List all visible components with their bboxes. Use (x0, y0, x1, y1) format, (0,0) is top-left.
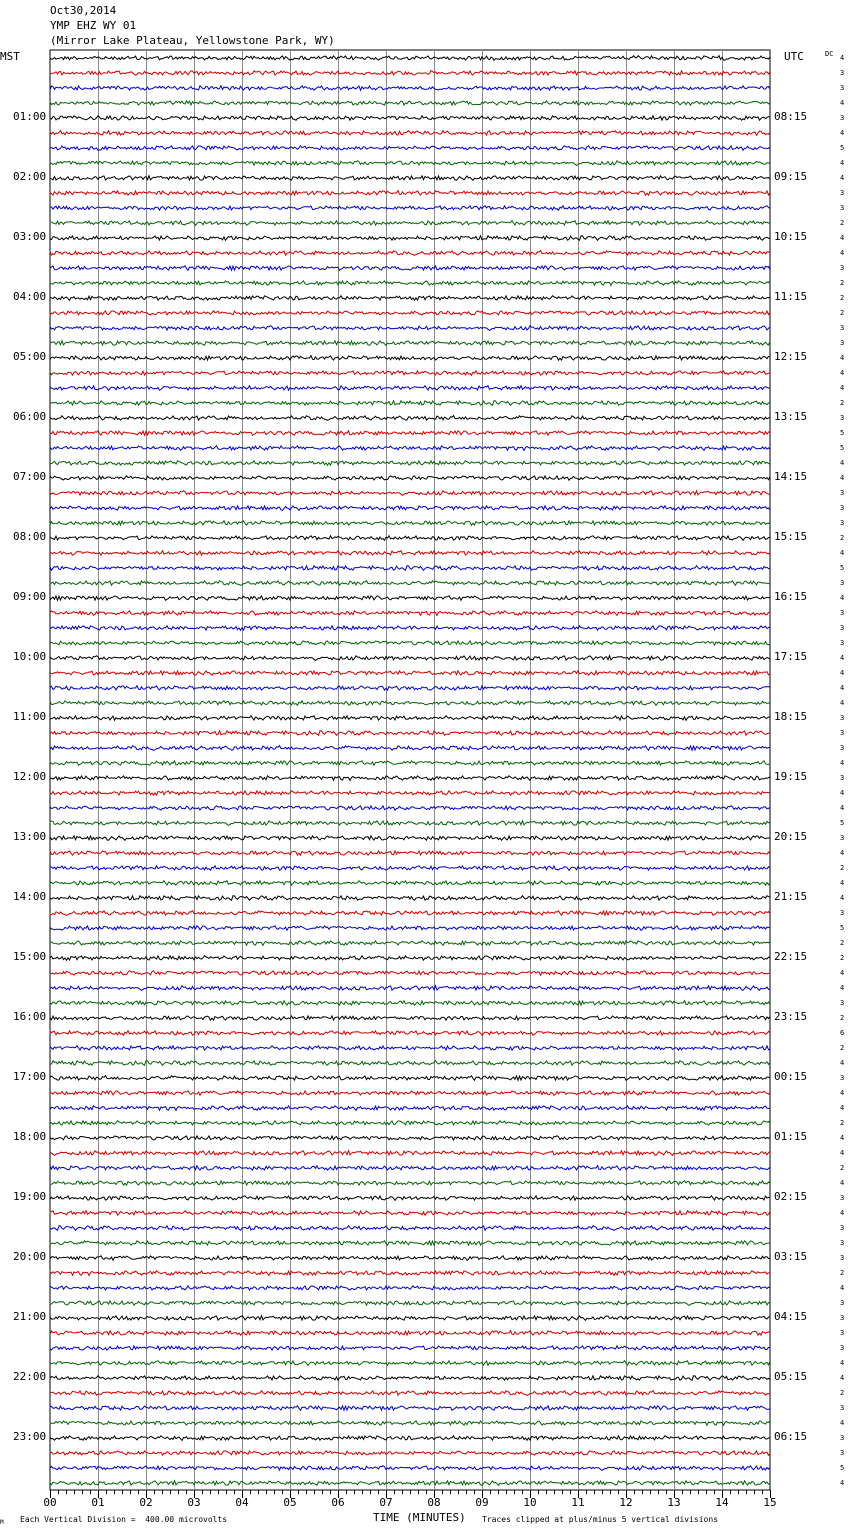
trace-row (50, 551, 770, 556)
dc-value: 4 (840, 1089, 845, 1097)
trace-row (50, 1016, 770, 1020)
dc-value: 3 (840, 579, 845, 587)
x-tick-label: 11 (571, 1496, 585, 1509)
scale-note: Each Vertical Division = 400.00 microvolts (20, 1515, 228, 1524)
dc-value: 3 (840, 1449, 845, 1457)
trace-row (50, 311, 770, 315)
trace-row (50, 716, 770, 721)
dc-value: 2 (840, 399, 845, 407)
dc-value: 3 (840, 834, 845, 842)
trace-row (50, 566, 770, 571)
right-hour-label: 01:15 (774, 1130, 808, 1143)
dc-value: 4 (840, 594, 845, 602)
trace-row (50, 1316, 770, 1321)
trace-row (50, 1421, 770, 1426)
trace-row (50, 401, 770, 406)
x-tick-label: 05 (283, 1496, 297, 1509)
dc-value: 4 (840, 894, 845, 902)
left-hour-label: 10:00 (13, 650, 47, 663)
trace-row (50, 1346, 770, 1350)
dc-value: 3 (840, 774, 845, 782)
left-hour-label: 12:00 (13, 770, 47, 783)
trace-row (50, 1271, 770, 1276)
dc-value: 3 (840, 909, 845, 917)
dc-value: 4 (840, 684, 845, 692)
dc-value: 4 (840, 54, 845, 62)
dc-value: 4 (840, 174, 845, 182)
dc-value: 4 (840, 699, 845, 707)
dc-value: 3 (840, 324, 845, 332)
dc-value: 4 (840, 1149, 845, 1157)
trace-row (50, 596, 770, 601)
dc-value: 5 (840, 819, 845, 827)
trace-row (50, 86, 770, 91)
dc-value: 2 (840, 1119, 845, 1127)
trace-row (50, 896, 770, 901)
x-tick-label: 08 (427, 1496, 441, 1509)
left-hour-label: 22:00 (13, 1370, 47, 1383)
trace-row (50, 206, 770, 210)
dc-value: 4 (840, 234, 845, 242)
trace-row (50, 806, 770, 811)
dc-value: 3 (840, 609, 845, 617)
trace-row (50, 866, 770, 871)
dc-value: 4 (840, 354, 845, 362)
dc-value: 3 (840, 639, 845, 647)
x-tick-label: 07 (379, 1496, 393, 1509)
dc-value: 5 (840, 924, 845, 932)
left-hour-label: 02:00 (13, 170, 47, 183)
dc-value: 4 (840, 1479, 845, 1487)
x-tick-label: 09 (475, 1496, 489, 1509)
trace-row (50, 1241, 770, 1246)
left-hour-label: 13:00 (13, 830, 47, 843)
x-tick-label: 13 (667, 1496, 681, 1509)
dc-value: 4 (840, 1209, 845, 1217)
trace-row (50, 1481, 770, 1486)
right-hour-label: 17:15 (774, 650, 808, 663)
trace-row (50, 821, 770, 826)
dc-value: 3 (840, 1254, 845, 1262)
dc-value: 5 (840, 1464, 845, 1472)
dc-value: 4 (840, 969, 845, 977)
trace-row (50, 851, 770, 856)
trace-row (50, 506, 770, 511)
x-tick-label: 04 (235, 1496, 249, 1509)
dc-value: 3 (840, 1239, 845, 1247)
trace-row (50, 1286, 770, 1290)
x-tick-label: 06 (331, 1496, 345, 1509)
trace-row (50, 746, 770, 751)
trace-row (50, 101, 770, 105)
dc-value: 3 (840, 114, 845, 122)
dc-value: 3 (840, 204, 845, 212)
trace-row (50, 1106, 770, 1111)
left-hour-label: 09:00 (13, 590, 47, 603)
corner-mark: M (0, 1519, 4, 1526)
dc-value: 4 (840, 849, 845, 857)
dc-value: 3 (840, 1074, 845, 1082)
trace-row (50, 1256, 770, 1261)
dc-value: 3 (840, 744, 845, 752)
left-hour-label: 08:00 (13, 530, 47, 543)
trace-row (50, 1031, 770, 1036)
dc-value: 3 (840, 1434, 845, 1442)
trace-row (50, 686, 770, 691)
right-hour-label: 10:15 (774, 230, 808, 243)
dc-value: 3 (840, 1314, 845, 1322)
dc-value: 3 (840, 189, 845, 197)
trace-row (50, 236, 770, 241)
trace-row (50, 266, 770, 271)
trace-row (50, 701, 770, 706)
trace-row (50, 1076, 770, 1081)
trace-row (50, 251, 770, 256)
left-timezone-label: MST (0, 50, 20, 63)
trace-row (50, 296, 770, 301)
trace-row (50, 521, 770, 526)
trace-row (50, 1301, 770, 1306)
dc-value: 3 (840, 339, 845, 347)
dc-header-label: DC (825, 50, 834, 58)
dc-value: 3 (840, 489, 845, 497)
right-hour-label: 21:15 (774, 890, 808, 903)
right-hour-label: 14:15 (774, 470, 808, 483)
trace-row (50, 1406, 770, 1411)
x-tick-label: 12 (619, 1496, 633, 1509)
trace-row (50, 971, 770, 976)
dc-value: 3 (840, 729, 845, 737)
right-hour-label: 23:15 (774, 1010, 808, 1023)
dc-value: 3 (840, 504, 845, 512)
right-hour-label: 08:15 (774, 110, 808, 123)
trace-row (50, 371, 770, 375)
trace-row (50, 956, 770, 961)
trace-row (50, 221, 770, 226)
dc-value: 6 (840, 1029, 845, 1037)
trace-row (50, 1091, 770, 1096)
trace-row (50, 446, 770, 451)
left-hour-label: 04:00 (13, 290, 47, 303)
right-hour-label: 12:15 (774, 350, 808, 363)
dc-value: 4 (840, 1419, 845, 1427)
x-tick-label: 10 (523, 1496, 537, 1509)
dc-value: 4 (840, 384, 845, 392)
trace-row (50, 1451, 770, 1455)
trace-row (50, 776, 770, 781)
right-hour-label: 11:15 (774, 290, 808, 303)
left-hour-label: 15:00 (13, 950, 47, 963)
left-hour-label: 17:00 (13, 1070, 47, 1083)
x-tick-label: 01 (91, 1496, 105, 1509)
right-hour-label: 00:15 (774, 1070, 808, 1083)
trace-row (50, 56, 770, 61)
trace-row (50, 1361, 770, 1366)
dc-value: 3 (840, 1224, 845, 1232)
trace-row (50, 281, 770, 286)
trace-row (50, 191, 770, 196)
dc-value: 3 (840, 1344, 845, 1352)
right-hour-label: 16:15 (774, 590, 808, 603)
right-hour-label: 13:15 (774, 410, 808, 423)
trace-row (50, 1196, 770, 1201)
dc-value: 4 (840, 459, 845, 467)
left-hour-label: 06:00 (13, 410, 47, 423)
trace-row (50, 671, 770, 676)
trace-row (50, 476, 770, 480)
trace-row (50, 1166, 770, 1171)
trace-row (50, 1211, 770, 1216)
trace-row (50, 911, 770, 916)
trace-row (50, 926, 770, 931)
trace-row (50, 416, 770, 421)
x-tick-label: 14 (715, 1496, 729, 1509)
dc-value: 2 (840, 1269, 845, 1277)
trace-row (50, 536, 770, 541)
right-hour-label: 09:15 (774, 170, 808, 183)
dc-value: 3 (840, 69, 845, 77)
trace-row (50, 626, 770, 631)
right-hour-label: 18:15 (774, 710, 808, 723)
dc-value: 4 (840, 804, 845, 812)
left-hour-label: 23:00 (13, 1430, 47, 1443)
left-hour-label: 18:00 (13, 1130, 47, 1143)
left-hour-label: 01:00 (13, 110, 47, 123)
dc-value: 3 (840, 1194, 845, 1202)
trace-row (50, 791, 770, 796)
trace-row (50, 1226, 770, 1231)
dc-value: 4 (840, 654, 845, 662)
dc-value: 2 (840, 1164, 845, 1172)
date-label: Oct30,2014 (50, 4, 117, 17)
trace-row (50, 641, 770, 645)
right-hour-label: 19:15 (774, 770, 808, 783)
dc-value: 3 (840, 624, 845, 632)
trace-row (50, 1466, 770, 1471)
trace-row (50, 491, 770, 496)
trace-row (50, 1436, 770, 1441)
left-hour-label: 11:00 (13, 710, 47, 723)
right-hour-label: 04:15 (774, 1310, 808, 1323)
trace-row (50, 146, 770, 151)
dc-value: 4 (840, 1059, 845, 1067)
dc-value: 3 (840, 414, 845, 422)
dc-value: 2 (840, 954, 845, 962)
dc-value: 5 (840, 564, 845, 572)
dc-value: 2 (840, 534, 845, 542)
dc-value: 3 (840, 1329, 845, 1337)
dc-value: 2 (840, 294, 845, 302)
dc-value: 4 (840, 99, 845, 107)
trace-row (50, 731, 770, 736)
dc-value: 4 (840, 879, 845, 887)
x-tick-label: 03 (187, 1496, 201, 1509)
dc-value: 3 (840, 519, 845, 527)
dc-value: 4 (840, 759, 845, 767)
trace-row (50, 581, 770, 586)
trace-row (50, 1061, 770, 1066)
x-tick-label: 15 (763, 1496, 777, 1509)
dc-value: 4 (840, 1179, 845, 1187)
left-hour-label: 14:00 (13, 890, 47, 903)
right-hour-label: 02:15 (774, 1190, 808, 1203)
location-label: (Mirror Lake Plateau, Yellowstone Park, WY) (50, 34, 335, 47)
dc-value: 2 (840, 864, 845, 872)
trace-row (50, 356, 770, 361)
right-hour-label: 03:15 (774, 1250, 808, 1263)
left-hour-label: 20:00 (13, 1250, 47, 1263)
trace-row (50, 386, 770, 391)
trace-row (50, 71, 770, 76)
dc-value: 2 (840, 309, 845, 317)
right-hour-label: 22:15 (774, 950, 808, 963)
trace-row (50, 131, 770, 135)
x-axis-title: TIME (MINUTES) (373, 1511, 466, 1524)
left-hour-label: 21:00 (13, 1310, 47, 1323)
trace-row (50, 611, 770, 616)
dc-value: 4 (840, 369, 845, 377)
left-hour-label: 07:00 (13, 470, 47, 483)
trace-row (50, 836, 770, 841)
trace-row (50, 986, 770, 991)
dc-value: 3 (840, 264, 845, 272)
clip-note: Traces clipped at plus/minus 5 vertical divisions (482, 1515, 719, 1524)
dc-value: 2 (840, 1044, 845, 1052)
trace-row (50, 1376, 770, 1381)
dc-value: 3 (840, 84, 845, 92)
trace-row (50, 881, 770, 886)
trace-row (50, 116, 770, 121)
dc-value: 4 (840, 1134, 845, 1142)
dc-value: 4 (840, 1374, 845, 1382)
dc-value: 4 (840, 549, 845, 557)
trace-row (50, 431, 770, 436)
dc-value: 4 (840, 249, 845, 257)
dc-value: 4 (840, 474, 845, 482)
dc-value: 4 (840, 159, 845, 167)
dc-value: 2 (840, 219, 845, 227)
trace-row (50, 176, 770, 181)
right-hour-label: 20:15 (774, 830, 808, 843)
right-hour-label: 06:15 (774, 1430, 808, 1443)
dc-value: 2 (840, 939, 845, 947)
right-hour-label: 05:15 (774, 1370, 808, 1383)
trace-row (50, 161, 770, 166)
right-timezone-label: UTC (784, 50, 804, 63)
dc-value: 2 (840, 279, 845, 287)
trace-row (50, 656, 770, 661)
dc-value: 3 (840, 1299, 845, 1307)
left-hour-label: 19:00 (13, 1190, 47, 1203)
dc-value: 4 (840, 984, 845, 992)
right-hour-label: 15:15 (774, 530, 808, 543)
dc-value: 4 (840, 1284, 845, 1292)
left-hour-label: 05:00 (13, 350, 47, 363)
dc-value: 5 (840, 429, 845, 437)
x-tick-label: 00 (43, 1496, 57, 1509)
dc-value: 5 (840, 144, 845, 152)
trace-row (50, 1151, 770, 1156)
trace-row (50, 941, 770, 946)
dc-value: 2 (840, 1014, 845, 1022)
dc-value: 2 (840, 1389, 845, 1397)
dc-value: 3 (840, 1404, 845, 1412)
trace-row (50, 461, 770, 466)
trace-row (50, 1121, 770, 1126)
dc-value: 3 (840, 999, 845, 1007)
trace-row (50, 1046, 770, 1051)
trace-row (50, 1001, 770, 1006)
trace-row (50, 326, 770, 331)
trace-row (50, 341, 770, 346)
dc-value: 4 (840, 789, 845, 797)
trace-row (50, 761, 770, 766)
left-hour-label: 16:00 (13, 1010, 47, 1023)
dc-value: 4 (840, 1104, 845, 1112)
dc-value: 5 (840, 444, 845, 452)
trace-row (50, 1391, 770, 1396)
trace-row (50, 1331, 770, 1336)
dc-value: 4 (840, 669, 845, 677)
dc-value: 4 (840, 129, 845, 137)
x-tick-label: 02 (139, 1496, 153, 1509)
dc-value: 3 (840, 714, 845, 722)
trace-row (50, 1181, 770, 1185)
trace-row (50, 1136, 770, 1141)
dc-value: 4 (840, 1359, 845, 1367)
station-label: YMP EHZ WY 01 (50, 19, 137, 32)
left-hour-label: 03:00 (13, 230, 47, 243)
